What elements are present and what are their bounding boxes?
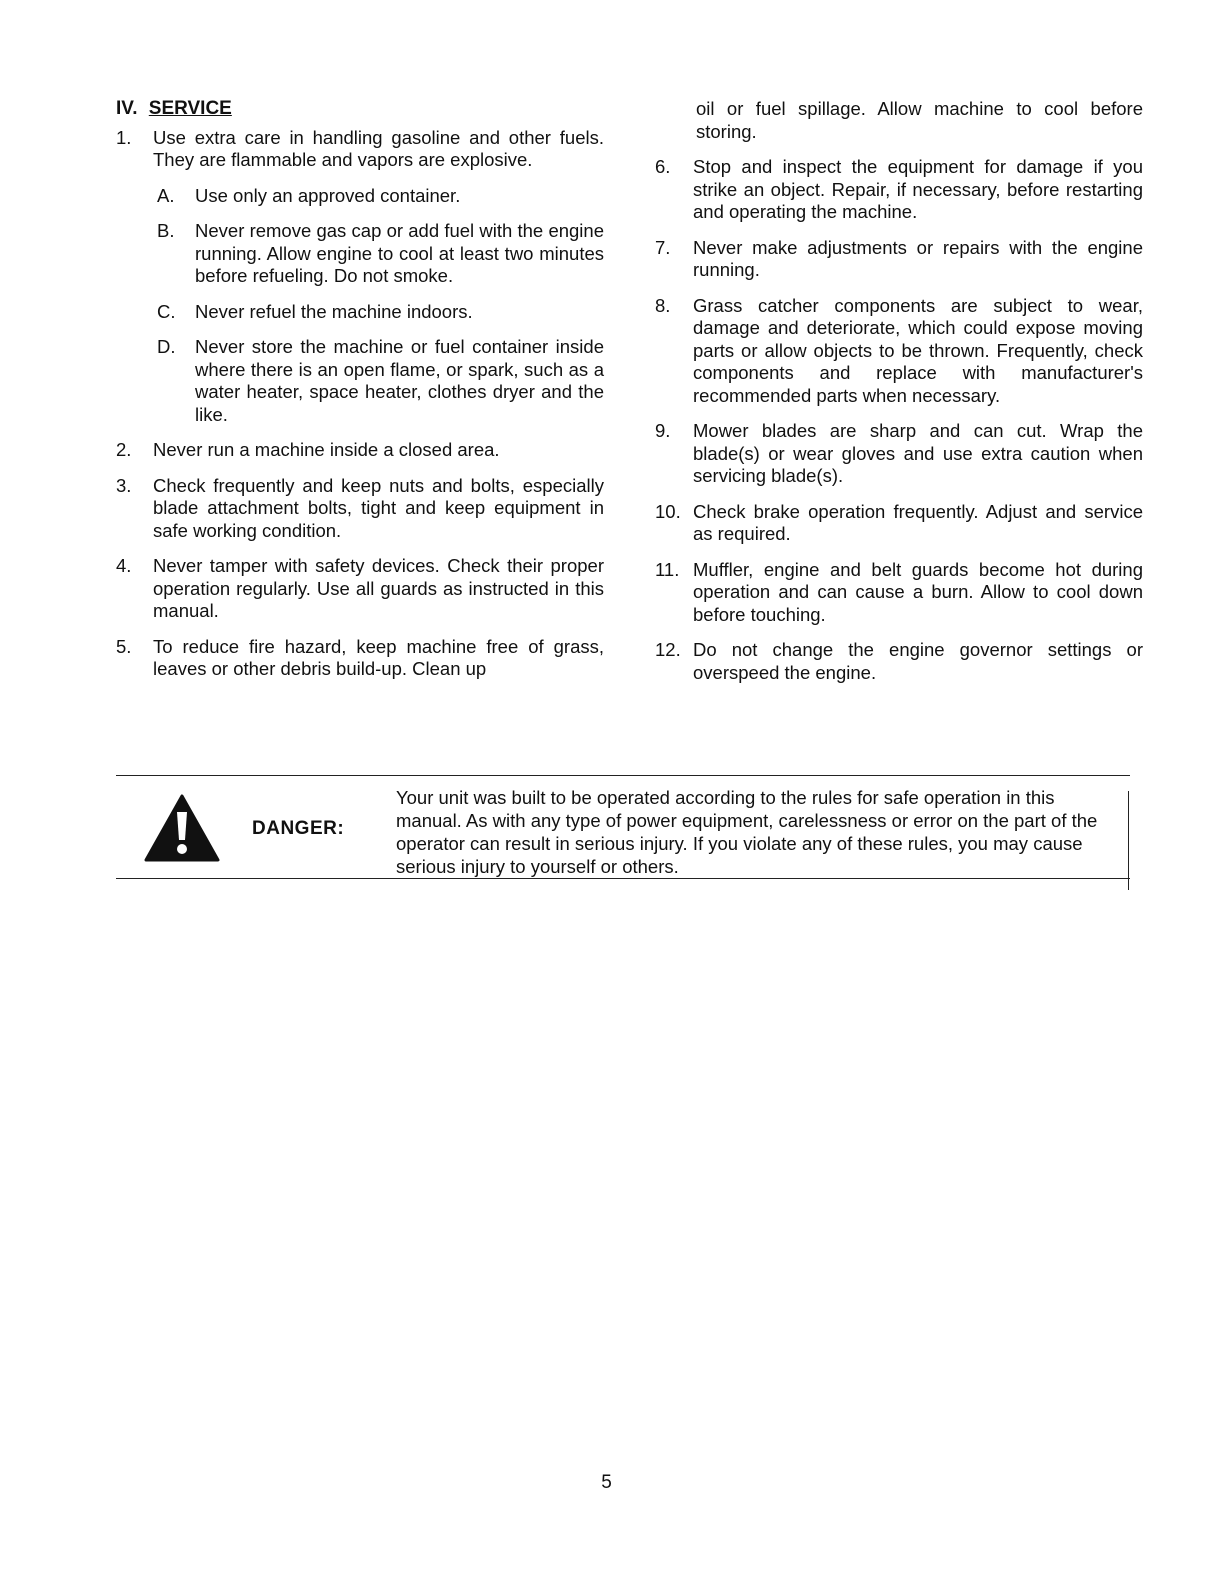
list-item-9: [655, 420, 1143, 488]
item-text: Use extra care in handling gasoline and other fuels. They are flammable and vapors are explosive.: [153, 126, 604, 170]
item-text: Muffler, engine and belt guards become hot during operation and can cause a burn. Allow to cool down before touching.: [693, 558, 1143, 625]
sub-item-text: Never store the machine or fuel container inside where there is an open flame, or spark, such as a water heater, space heater, clothes dryer and the like.: [195, 336, 604, 425]
list-item-5: [116, 636, 604, 681]
item-text: Stop and inspect the equipment for damage if you strike an object. Repair, if necessary, before restarting and operating the machine.: [693, 156, 1143, 222]
list-item-1: [116, 127, 604, 172]
item-5-continuation: oil or fuel spillage. Allow machine to cool before storing.: [696, 98, 1143, 142]
item-text: Check brake operation frequently. Adjust and service as required.: [693, 500, 1143, 544]
item-number: 5.: [116, 635, 132, 657]
item-number: 3.: [116, 474, 132, 496]
item-number: 7.: [655, 236, 671, 258]
item-number: 6.: [655, 156, 671, 177]
section-number: IV.: [116, 98, 138, 119]
section-title: SERVICE: [148, 98, 232, 119]
item-number: 4.: [116, 555, 132, 576]
list-item-11: [655, 559, 1143, 627]
sub-item-letter: A.: [157, 184, 175, 206]
list-item-8: [655, 295, 1143, 408]
sub-item-d: [157, 336, 604, 426]
item-number: 11.: [655, 558, 680, 580]
list-item-12: [655, 639, 1143, 684]
warning-triangle-icon: [144, 794, 220, 862]
section-heading: [116, 98, 604, 121]
list-item-4: [116, 555, 604, 623]
danger-box-right-rule: [1128, 791, 1129, 890]
item-text: Do not change the engine governor settings or overspeed the engine.: [693, 639, 1143, 683]
page-number: 5: [601, 1472, 612, 1493]
danger-text: Your unit was built to be operated according to the rules for safe operation in this manual. As with any type of power equipment, carelessness or error on the part of the operator can result in serious injury. If you violate any of these rules, you may cause serious injury to yourself or others.: [396, 787, 1098, 877]
list-item-6: [655, 156, 1143, 224]
danger-box-bottom-rule: [116, 878, 1130, 879]
sub-item-text: Never refuel the machine indoors.: [195, 300, 473, 322]
right-column: [655, 98, 1143, 697]
item-number: 1.: [116, 126, 132, 148]
item-text: Never run a machine inside a closed area.: [153, 439, 500, 460]
sub-item-b: [157, 220, 604, 288]
sub-item-letter: B.: [157, 220, 175, 241]
sub-item-text: Use only an approved container.: [195, 184, 461, 206]
list-item-3: [116, 475, 604, 543]
sub-item-letter: D.: [157, 336, 176, 357]
sub-item-c: [157, 301, 604, 324]
list-item-2: [116, 439, 604, 462]
left-column: [116, 98, 604, 694]
item-text: Mower blades are sharp and can cut. Wrap the blade(s) or wear gloves and use extra caution when servicing blade(s).: [693, 420, 1143, 486]
item-number: 10.: [655, 500, 681, 522]
item-text: Never tamper with safety devices. Check their proper operation regularly. Use all guards as instructed in this manual.: [153, 555, 604, 621]
item-number: 12.: [655, 639, 681, 660]
danger-label: DANGER:: [252, 818, 345, 839]
item-number: 2.: [116, 439, 132, 460]
item-text: Grass catcher components are subject to wear, damage and deteriorate, which could expose moving parts or allow objects to be thrown. Frequently, check components and replace with manufacturer's recommended parts when necessary.: [693, 294, 1143, 406]
item-text: Check frequently and keep nuts and bolts, especially blade attachment bolts, tight and keep equipment in safe working condition.: [153, 474, 604, 541]
list-item-10: [655, 501, 1143, 546]
item-number: 9.: [655, 420, 671, 441]
item-text: Never make adjustments or repairs with the engine running.: [693, 236, 1143, 280]
sub-item-text: Never remove gas cap or add fuel with the engine running. Allow engine to cool at least two minutes before refueling. Do not smoke.: [195, 220, 604, 286]
list-item-7: [655, 237, 1143, 282]
sub-item-a: [157, 185, 604, 208]
item-text: To reduce fire hazard, keep machine free of grass, leaves or other debris build-up. Clean up: [153, 635, 604, 679]
item-number: 8.: [655, 294, 671, 316]
danger-box-top-rule: [116, 775, 1130, 776]
sub-item-letter: C.: [157, 300, 176, 322]
